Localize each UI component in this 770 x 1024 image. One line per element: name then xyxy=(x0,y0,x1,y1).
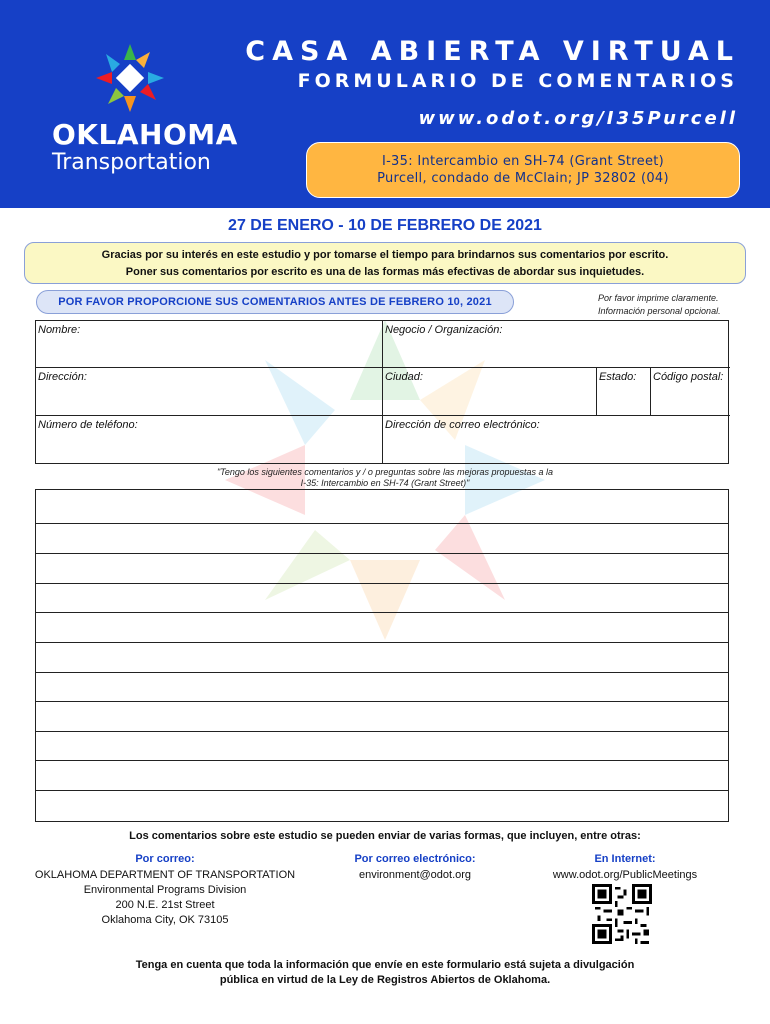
internet-url[interactable]: www.odot.org/PublicMeetings xyxy=(552,869,698,881)
comment-line xyxy=(36,790,728,791)
comment-line xyxy=(36,523,728,524)
zip-label: Código postal: xyxy=(653,371,724,383)
logo-subtitle: Transportation xyxy=(52,150,211,175)
comment-line xyxy=(36,583,728,584)
qr-code-icon xyxy=(592,884,652,944)
public-records-disclaimer xyxy=(0,958,770,988)
comment-prompt-line-2: I-35: Intercambio en SH-74 (Grant Street)" xyxy=(300,478,470,488)
intro-line-1: Gracias por su interés en este estudio y por tomarse el tiempo para brindarnos sus comentarios por escrito. xyxy=(101,249,669,261)
disclaimer-line-2: pública en virtud de la Ley de Registros Abiertos de Oklahoma. xyxy=(219,974,551,986)
phone-field[interactable] xyxy=(36,416,383,463)
comment-line xyxy=(36,672,728,673)
page-title: CASA ABIERTA VIRTUAL xyxy=(245,36,740,67)
comment-prompt-line-1: "Tengo los siguientes comentarios y / o preguntas sobre las mejoras propuestas a la xyxy=(216,467,554,477)
project-info-badge xyxy=(306,142,740,198)
disclaimer-line-1: Tenga en cuenta que toda la información que envíe en este formulario está sujeta a divulgación xyxy=(135,959,635,971)
project-line-1: I-35: Intercambio en SH-74 (Grant Street) xyxy=(381,154,665,169)
intro-line-2: Poner sus comentarios por escrito es una de las formas más efectivas de abordar sus inquietudes. xyxy=(125,266,645,278)
submission-methods-heading: Los comentarios sobre este estudio se pueden enviar de varias formas, que incluyen, entre otras: xyxy=(129,830,641,842)
contact-info-grid xyxy=(35,320,729,464)
comment-line xyxy=(36,701,728,702)
header-banner xyxy=(0,0,770,208)
intro-message xyxy=(24,242,746,284)
page-subtitle: FORMULARIO DE COMENTARIOS xyxy=(297,70,738,92)
mail-title: Por correo: xyxy=(135,853,195,865)
comment-prompt xyxy=(0,467,770,489)
comment-line xyxy=(36,553,728,554)
comment-line xyxy=(36,760,728,761)
address-label: Dirección: xyxy=(38,371,87,383)
name-label: Nombre: xyxy=(38,324,81,336)
comment-line xyxy=(36,731,728,732)
print-note-line-2: Información personal opcional. xyxy=(598,306,721,316)
email-contact-title: Por correo electrónico: xyxy=(354,853,476,865)
email-contact-value[interactable]: environment@odot.org xyxy=(358,869,472,881)
city-label: Ciudad: xyxy=(385,371,423,383)
name-field[interactable] xyxy=(36,321,383,368)
business-field[interactable] xyxy=(383,321,730,368)
internet-title: En Internet: xyxy=(594,853,656,865)
comment-line xyxy=(36,612,728,613)
email-label: Dirección de correo electrónico: xyxy=(385,419,540,431)
print-note-line-1: Por favor imprime claramente. xyxy=(598,293,719,303)
deadline-banner: POR FAVOR PROPORCIONE SUS COMENTARIOS ANTES DE FEBRERO 10, 2021 xyxy=(36,290,514,314)
project-line-2: Purcell, condado de McClain; JP 32802 (04) xyxy=(377,171,669,186)
state-label: Estado: xyxy=(599,371,637,383)
logo-wordmark: OKLAHOMA xyxy=(52,118,238,151)
comment-line xyxy=(36,642,728,643)
print-note xyxy=(598,292,721,318)
zip-field[interactable] xyxy=(651,368,730,416)
comment-area[interactable] xyxy=(35,489,729,822)
date-range: 27 DE ENERO - 10 DE FEBRERO DE 2021 xyxy=(228,217,542,234)
address-field[interactable] xyxy=(36,368,383,416)
mail-line-4: Oklahoma City, OK 73105 xyxy=(101,914,229,926)
mail-address xyxy=(30,868,300,928)
mail-line-3: 200 N.E. 21st Street xyxy=(115,899,215,911)
mail-line-1: OKLAHOMA DEPARTMENT OF TRANSPORTATION xyxy=(34,869,296,881)
odot-star-logo-icon xyxy=(96,44,164,112)
project-url[interactable]: www.odot.org/I35Purcell xyxy=(418,108,738,129)
business-label: Negocio / Organización: xyxy=(385,324,503,336)
email-field[interactable] xyxy=(383,416,730,463)
mail-line-2: Environmental Programs Division xyxy=(83,884,247,896)
state-field[interactable] xyxy=(597,368,651,416)
phone-label: Número de teléfono: xyxy=(38,419,138,431)
city-field[interactable] xyxy=(383,368,597,416)
